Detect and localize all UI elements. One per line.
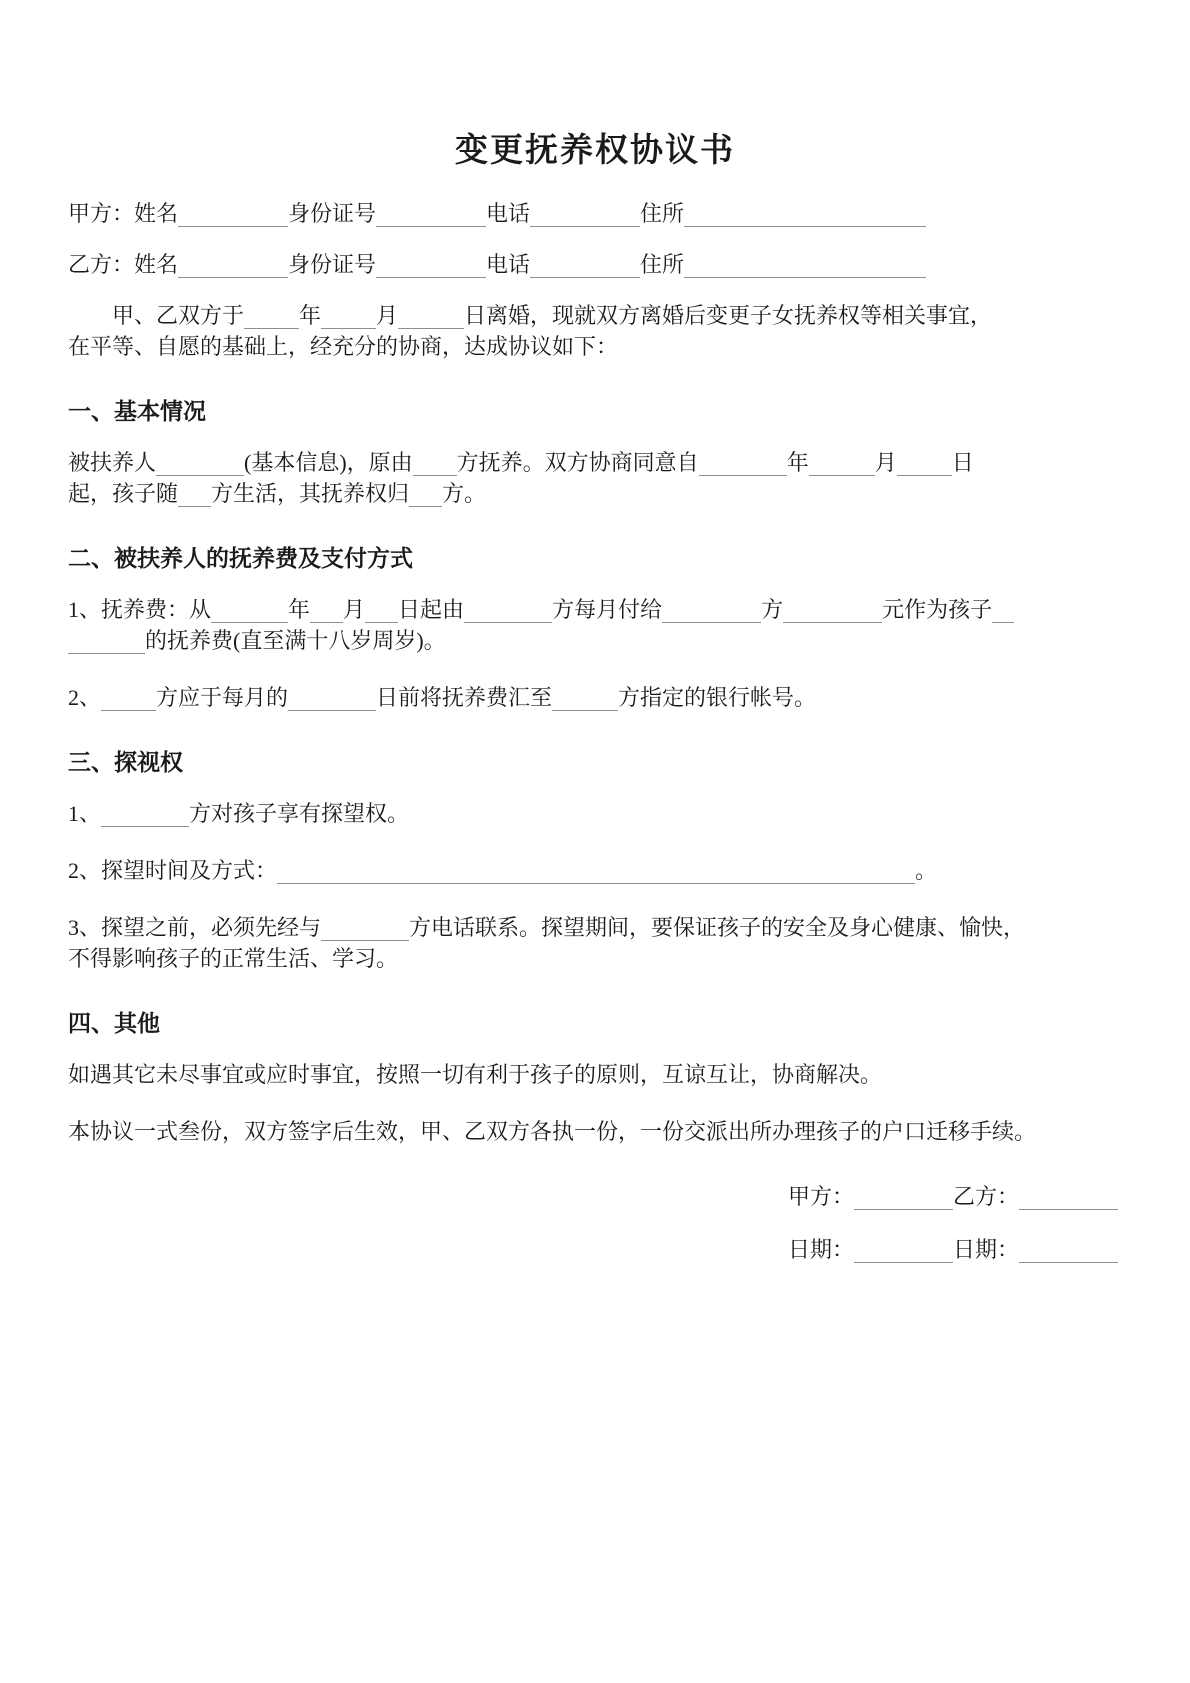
section-1-heading: 一、基本情况: [68, 398, 206, 424]
blank-line: [897, 450, 952, 476]
blank-line: [288, 685, 376, 711]
other-paragraph-1: 如遇其它未尽事宜或应时事宜，按照一切有利于孩子的原则，互谅互让，协商解决。: [68, 1062, 883, 1087]
blank-line: [530, 252, 640, 278]
support-fee-item-1: 1、抚养费：从 年 月 日起由 方每月付给 方 元作为孩子 的抚养费(直至满十八岁周岁)。: [68, 594, 1122, 656]
blank-line: [699, 450, 787, 476]
blank-line: [684, 201, 926, 227]
blank-line: [178, 481, 211, 507]
blank-line: [211, 597, 288, 623]
visitation-item-2: 2、探望时间及方式： 。: [68, 858, 938, 883]
other-paragraph-2: 本协议一式叁份，双方签字后生效，甲、乙双方各执一份，一份交派出所办理孩子的户口迁移手续。: [68, 1119, 1037, 1144]
blank-line: [277, 858, 915, 884]
blank-line: [398, 303, 464, 329]
blank-line: [809, 450, 875, 476]
document-title: 变更抚养权协议书: [455, 131, 735, 168]
blank-line: [854, 1237, 953, 1263]
support-fee-item-2: 2、 方应于每月的 日前将抚养费汇至 方指定的银行帐号。: [68, 685, 817, 710]
section-3-heading: 三、探视权: [68, 749, 183, 775]
blank-line: [321, 915, 409, 941]
blank-line: [101, 685, 156, 711]
blank-line: [178, 201, 288, 227]
blank-line: [365, 597, 398, 623]
blank-line: [1019, 1184, 1118, 1210]
blank-line: [413, 450, 457, 476]
blank-line: [783, 597, 882, 623]
blank-line: [376, 201, 486, 227]
visitation-item-1: 1、 方对孩子享有探望权。: [68, 801, 410, 826]
blank-line: [68, 628, 145, 654]
signature-line: 甲方： 乙方：: [68, 1181, 1118, 1212]
blank-line: [156, 450, 244, 476]
section-2-heading: 二、被扶养人的抚养费及支付方式: [68, 545, 413, 571]
blank-line: [662, 597, 761, 623]
party-b-line: 乙方：姓名 身份证号 电话 住所: [68, 249, 1122, 280]
intro-paragraph: 甲、乙双方于 年 月 日离婚，现就双方离婚后变更子女抚养权等相关事宜， 在平等、自愿的基础上，经充分的协商，达成协议如下：: [68, 303, 993, 359]
blank-line: [854, 1184, 953, 1210]
blank-line: [464, 597, 552, 623]
blank-line: [684, 252, 926, 278]
blank-line: [321, 303, 376, 329]
custody-basic-paragraph: 被扶养人 (基本信息)，原由 方抚养。双方协商同意自 年 月 日 起，孩子随 方生活，其抚养权归 方。: [68, 450, 974, 506]
blank-line: [1019, 1237, 1118, 1263]
blank-line: [244, 303, 299, 329]
blank-line: [376, 252, 486, 278]
date-line: 日期： 日期：: [68, 1234, 1118, 1265]
blank-line: [310, 597, 343, 623]
visitation-item-3: 3、探望之前，必须先经与 方电话联系。探望期间，要保证孩子的安全及身心健康、愉快， 不得影响孩子的正常生活、学习。: [68, 915, 1026, 971]
blank-line: [992, 597, 1014, 623]
blank-line: [178, 252, 288, 278]
blank-line: [101, 801, 189, 827]
party-a-line: 甲方：姓名 身份证号 电话 住所: [68, 198, 1122, 229]
blank-line: [409, 481, 442, 507]
blank-line: [530, 201, 640, 227]
blank-line: [552, 685, 618, 711]
signature-block: [68, 1181, 1122, 1265]
section-4-heading: 四、其他: [68, 1010, 160, 1036]
